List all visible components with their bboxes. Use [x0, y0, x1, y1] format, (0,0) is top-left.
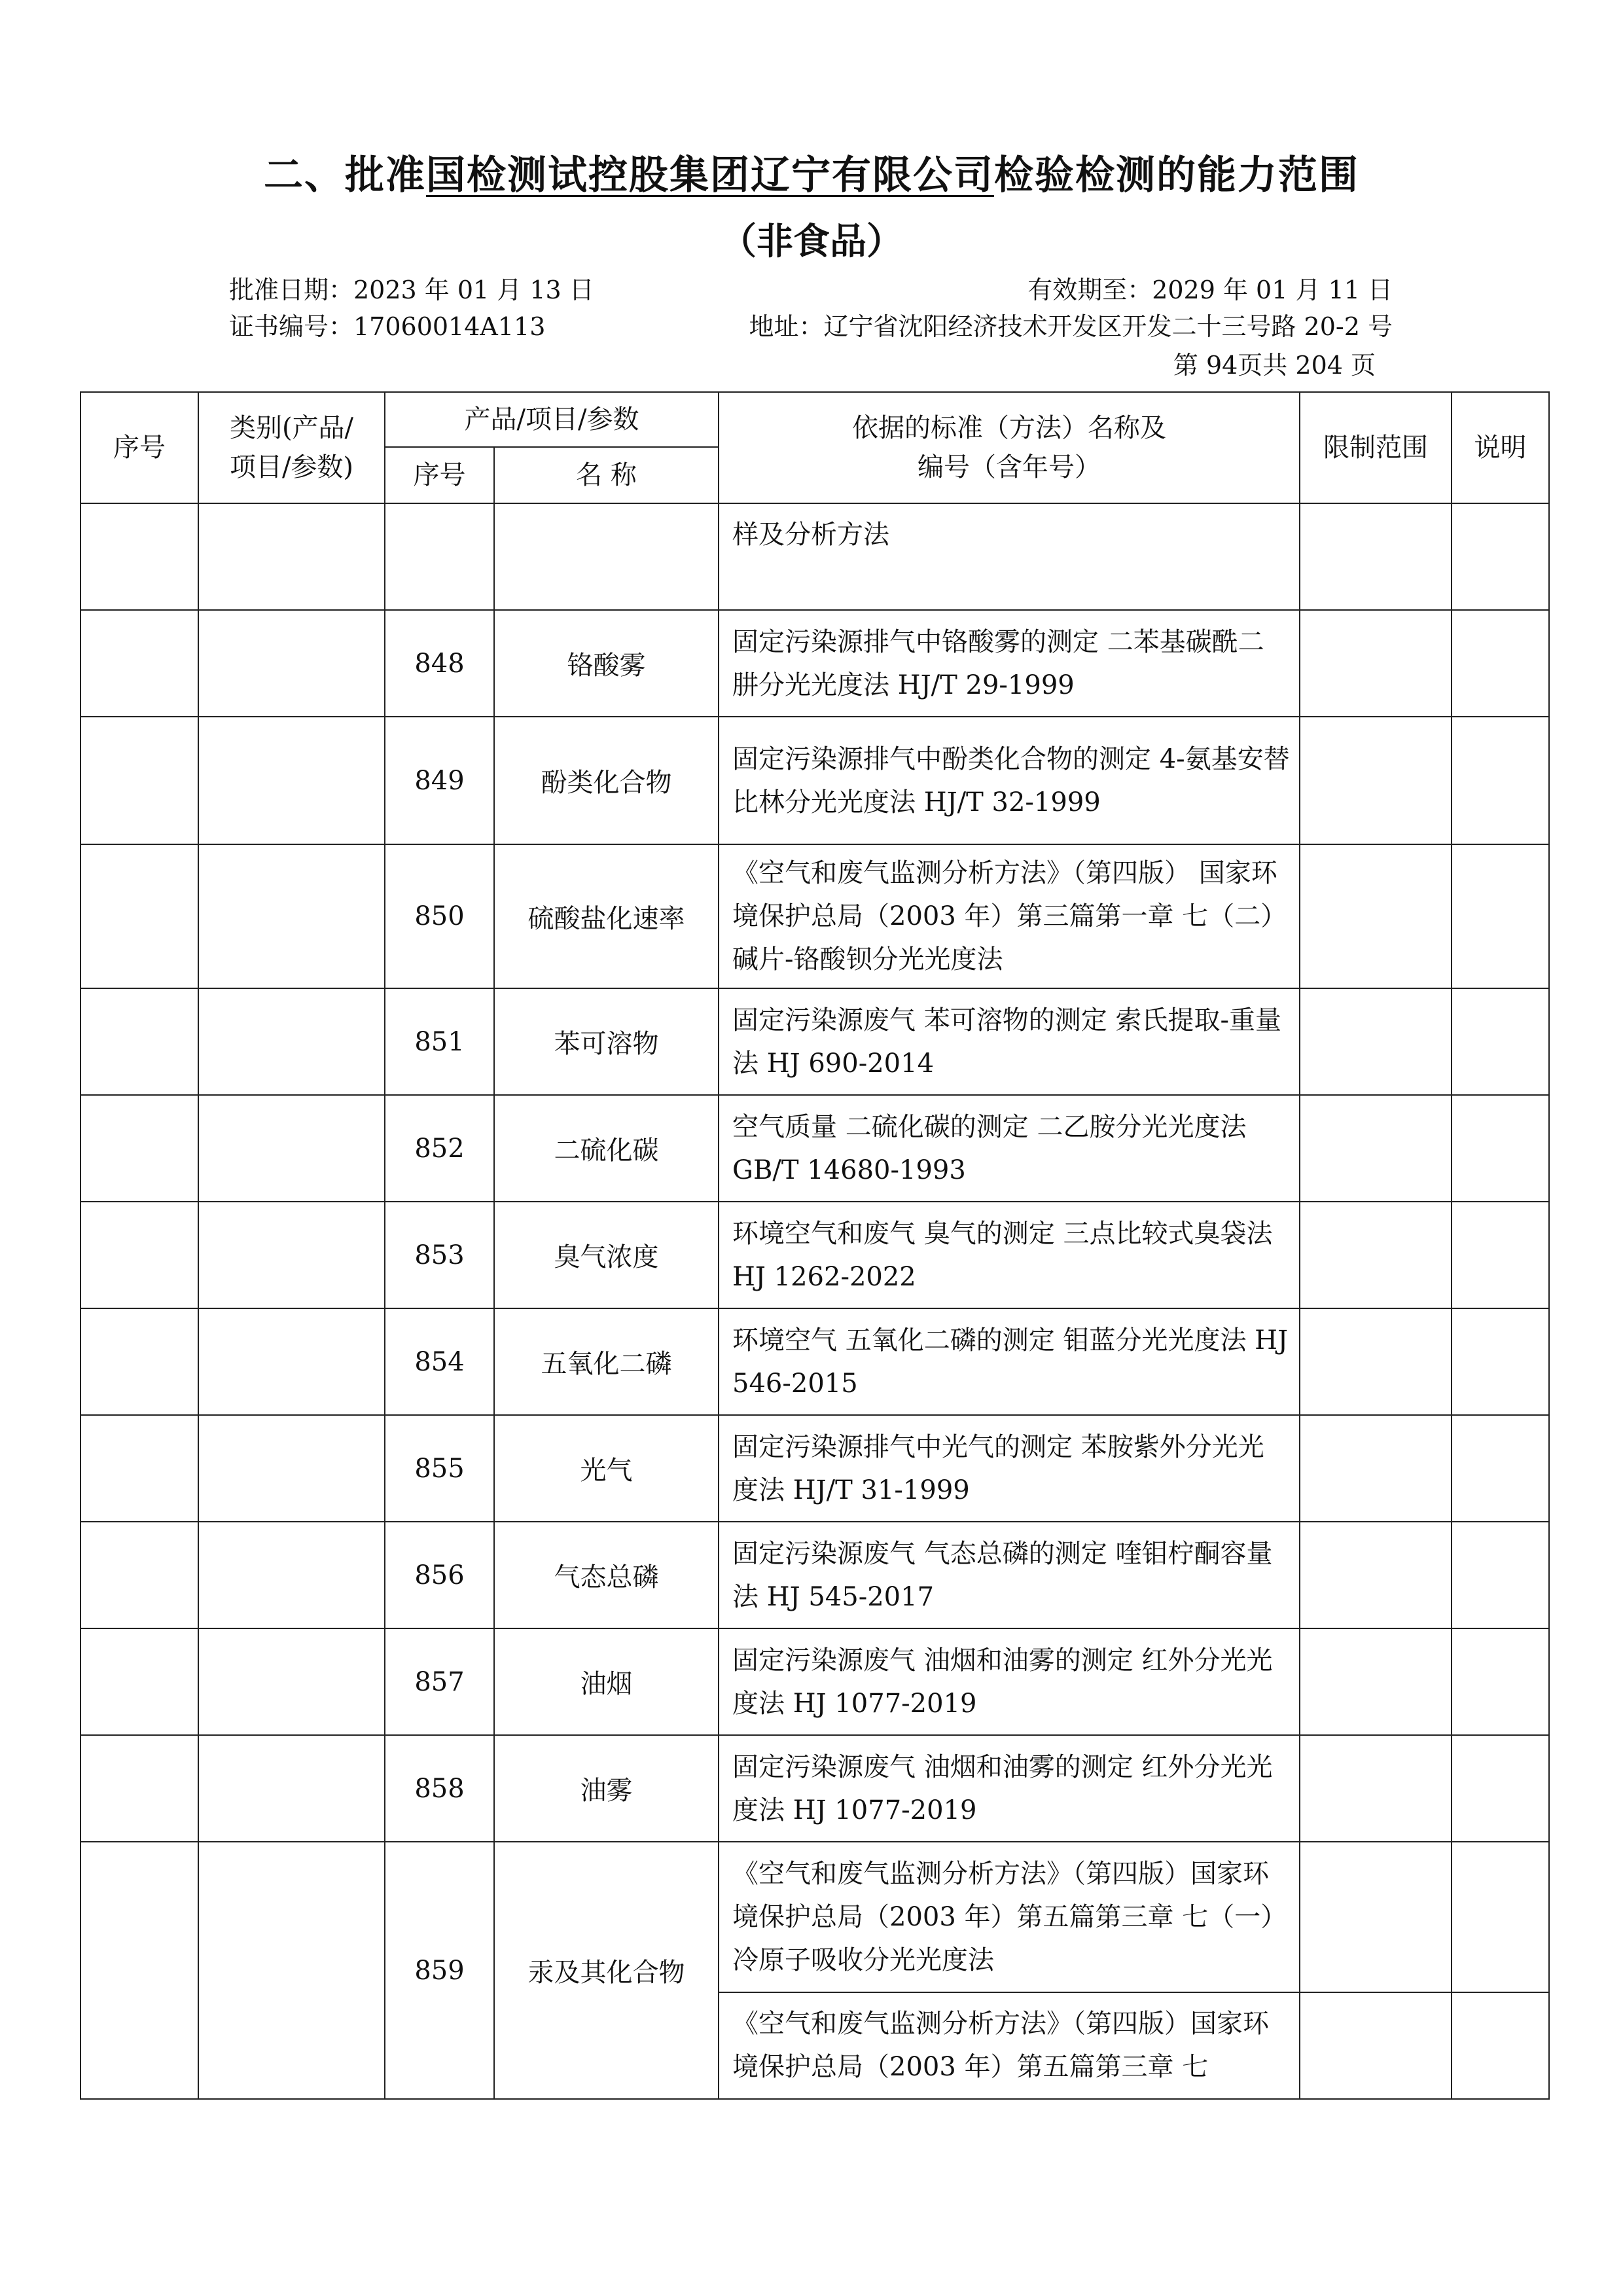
standard-cell: 环境空气 五氧化二磷的测定 钼蓝分光光度法 HJ 546-2015	[719, 1308, 1300, 1415]
valid-until: 有效期至：2029 年 01 月 11 日	[1027, 276, 1393, 304]
col-item-seq: 序号	[385, 447, 494, 503]
capability-table	[80, 391, 1550, 2100]
item-seq-cell: 858	[385, 1735, 494, 1842]
item-seq-cell: 850	[385, 844, 494, 988]
standard-cell: 《空气和废气监测分析方法》（第四版）国家环境保护总局（2003 年）第五篇第三章 七（一） 冷原子吸收分光光度法	[719, 1842, 1300, 1992]
title-organization: 国检测试控股集团辽宁有限公司	[426, 152, 994, 198]
item-name-cell: 酚类化合物	[494, 717, 719, 844]
standard-cell: 样及分析方法	[719, 503, 1300, 610]
certificate-number: 证书编号：17060014A113	[229, 312, 546, 341]
page-subtitle: （非食品）	[720, 221, 903, 263]
col-seq: 序号	[80, 392, 198, 503]
standard-cell: 固定污染源废气 油烟和油雾的测定 红外分光光度法 HJ 1077-2019	[719, 1628, 1300, 1735]
standard-cell: 固定污染源排气中酚类化合物的测定 4-氨基安替比林分光光度法 HJ/T 32-1999	[719, 717, 1300, 844]
item-name-cell: 铬酸雾	[494, 610, 719, 717]
item-name-cell: 汞及其化合物	[494, 1842, 719, 2099]
table-row	[80, 1308, 1549, 1415]
approval-date: 批准日期：2023 年 01 月 13 日	[229, 276, 594, 304]
item-name-cell: 苯可溶物	[494, 988, 719, 1095]
item-name-cell: 油雾	[494, 1735, 719, 1842]
table-row	[80, 988, 1549, 1095]
title-prefix: 二、批准	[264, 152, 426, 198]
col-category: 类别(产品/项目/参数)	[198, 392, 385, 503]
item-seq-cell: 852	[385, 1095, 494, 1202]
item-seq-cell: 859	[385, 1842, 494, 2099]
standard-cell: 环境空气和废气 臭气的测定 三点比较式臭袋法 HJ 1262-2022	[719, 1202, 1300, 1308]
item-name-cell: 二硫化碳	[494, 1095, 719, 1202]
item-seq-cell: 856	[385, 1522, 494, 1628]
table-row	[80, 1522, 1549, 1628]
item-name-cell: 气态总磷	[494, 1522, 719, 1628]
standard-cell: 《空气和废气监测分析方法》（第四版）国家环境保护总局（2003 年）第五篇第三章 七	[719, 1992, 1300, 2099]
standard-cell: 固定污染源排气中铬酸雾的测定 二苯基碳酰二肼分光光度法 HJ/T 29-1999	[719, 610, 1300, 717]
title-suffix: 检验检测的能力范围	[994, 152, 1359, 198]
table-row	[80, 1095, 1549, 1202]
standard-cell: 固定污染源废气 油烟和油雾的测定 红外分光光度法 HJ 1077-2019	[719, 1735, 1300, 1842]
item-seq-cell: 848	[385, 610, 494, 717]
col-note: 说明	[1452, 392, 1549, 503]
standard-cell: 《空气和废气监测分析方法》（第四版） 国家环境保护总局（2003 年）第三篇第一章 七（二） 碱片-铬酸钡分光光度法	[719, 844, 1300, 988]
table-row	[80, 844, 1549, 988]
item-seq-cell: 854	[385, 1308, 494, 1415]
item-name-cell: 硫酸盐化速率	[494, 844, 719, 988]
col-item-group: 产品/项目/参数	[385, 392, 719, 447]
page-number: 第 94页共 204 页	[1173, 351, 1376, 380]
col-standard: 依据的标准（方法）名称及编号（含年号）	[719, 392, 1300, 503]
item-seq-cell: 855	[385, 1415, 494, 1522]
item-name-cell: 油烟	[494, 1628, 719, 1735]
standard-cell: 固定污染源废气 气态总磷的测定 喹钼柠酮容量法 HJ 545-2017	[719, 1522, 1300, 1628]
item-seq-cell: 849	[385, 717, 494, 844]
page-title	[0, 144, 1623, 200]
table-row	[80, 1415, 1549, 1522]
table-row	[80, 610, 1549, 717]
address: 地址：辽宁省沈阳经济技术开发区开发二十三号路 20-2 号	[749, 312, 1393, 341]
table-row	[80, 717, 1549, 844]
standard-cell: 空气质量 二硫化碳的测定 二乙胺分光光度法 GB/T 14680-1993	[719, 1095, 1300, 1202]
table-row	[80, 1202, 1549, 1308]
table-row	[80, 1842, 1549, 1992]
table-row	[80, 1735, 1549, 1842]
item-seq-cell: 857	[385, 1628, 494, 1735]
item-seq-cell: 851	[385, 988, 494, 1095]
col-item-name: 名 称	[494, 447, 719, 503]
item-name-cell: 臭气浓度	[494, 1202, 719, 1308]
item-seq-cell: 853	[385, 1202, 494, 1308]
col-limit: 限制范围	[1300, 392, 1452, 503]
item-name-cell: 光气	[494, 1415, 719, 1522]
standard-cell: 固定污染源排气中光气的测定 苯胺紫外分光光度法 HJ/T 31-1999	[719, 1415, 1300, 1522]
table-row	[80, 503, 1549, 610]
standard-cell: 固定污染源废气 苯可溶物的测定 索氏提取-重量法 HJ 690-2014	[719, 988, 1300, 1095]
item-name-cell: 五氧化二磷	[494, 1308, 719, 1415]
table-row	[80, 1628, 1549, 1735]
